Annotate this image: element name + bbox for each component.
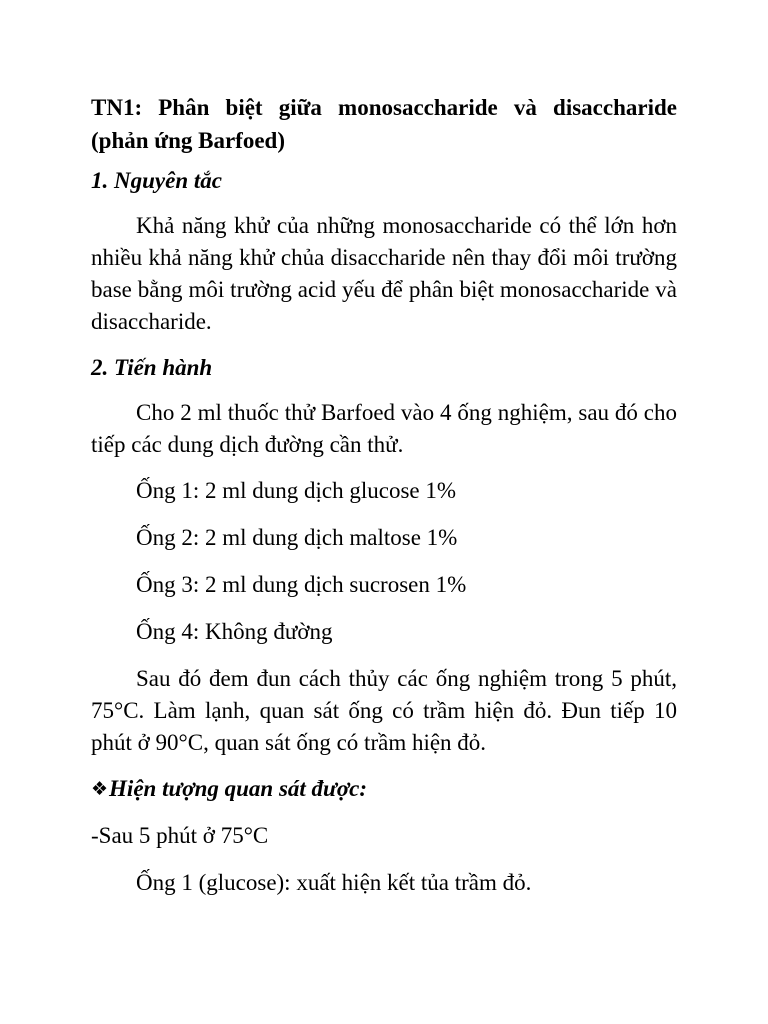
observation-time-line: -Sau 5 phút ở 75°C bbox=[91, 823, 269, 848]
procedure-paragraph: Sau đó đem đun cách thủy các ống nghiệm trong 5 phút, 75°C. Làm lạnh, quan sát ống có trầm hiện đỏ. Đun tiếp 10 phút ở 90°C, quan sát ống có trầm hiện đỏ. bbox=[91, 666, 677, 755]
tube-item-1: Ống 1: 2 ml dung dịch glucose 1% bbox=[136, 478, 457, 503]
tube-item-3: Ống 3: 2 ml dung dịch sucrosen 1% bbox=[136, 572, 467, 597]
tube-item-4: Ống 4: Không đường bbox=[136, 619, 333, 644]
principle-paragraph: Khả năng khử của những monosaccharide có thể lớn hơn nhiều khả năng khử chủa disaccharide nên thay đổi môi trường base bằng môi trường acid yếu để phân biệt monosaccharide và disaccharide. bbox=[91, 213, 677, 334]
document-page bbox=[91, 91, 677, 914]
tube-item-2: Ống 2: 2 ml dung dịch maltose 1% bbox=[136, 525, 458, 550]
procedure-intro-paragraph: Cho 2 ml thuốc thử Barfoed vào 4 ống nghiệm, sau đó cho tiếp các dung dịch đường cần thử. bbox=[91, 400, 677, 457]
observation-heading-text: Hiện tượng quan sát được: bbox=[109, 776, 368, 801]
diamond-bullet-icon: ❖ bbox=[91, 778, 109, 800]
observation-tube-1: Ống 1 (glucose): xuất hiện kết tủa trầm đỏ. bbox=[136, 870, 532, 895]
observation-heading bbox=[91, 773, 677, 805]
section-heading-principle: 1. Nguyên tắc bbox=[91, 168, 222, 193]
section-heading-procedure: 2. Tiến hành bbox=[91, 355, 213, 380]
document-title: TN1: Phân biệt giữa monosaccharide và disaccharide (phản ứng Barfoed) bbox=[91, 95, 677, 153]
